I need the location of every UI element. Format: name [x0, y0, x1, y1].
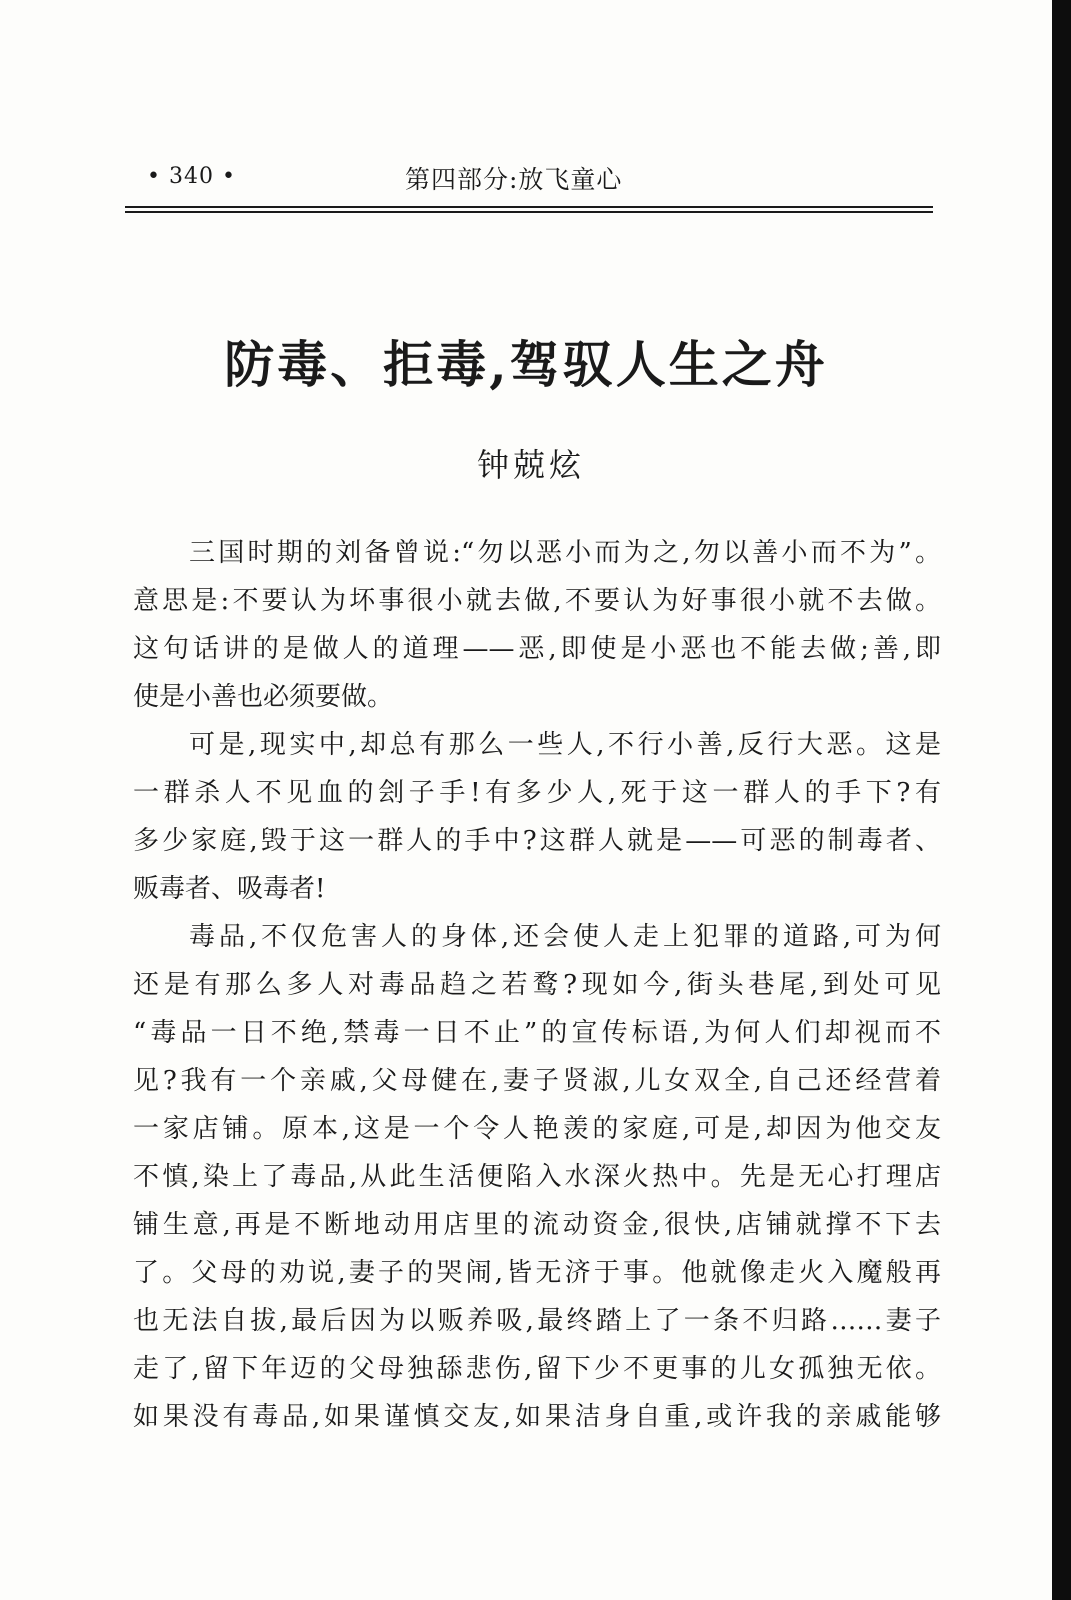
- page-number: • 340 •: [147, 164, 236, 189]
- article-title: 防毒、拒毒,驾驭人生之舟: [224, 335, 828, 394]
- running-head: [125, 158, 933, 202]
- text-line: 铺生意,再是不断地动用店里的流动资金,很快,店铺就撑不下去: [133, 1210, 941, 1240]
- text-line: 不慎,染上了毒品,从此生活便陷入水深火热中。先是无心打理店: [133, 1162, 941, 1192]
- article-body: [133, 529, 941, 1441]
- scan-border: [1052, 0, 1071, 1600]
- text-line: 还是有那么多人对毒品趋之若鹜?现如今,街头巷尾,到处可见: [133, 970, 941, 1000]
- section-title: 第四部分:放飞童心: [405, 165, 623, 194]
- text-line: 了。父母的劝说,妻子的哭闹,皆无济于事。他就像走火入魔般再: [133, 1258, 941, 1288]
- text-line: 使是小善也必须要做。: [133, 682, 394, 712]
- text-line: 意思是:不要认为坏事很小就去做,不要认为好事很小就不去做。: [133, 586, 941, 616]
- text-line: 三国时期的刘备曾说:“勿以恶小而为之,勿以善小而不为”。: [189, 538, 941, 568]
- text-line: 一家店铺。原本,这是一个令人艳羡的家庭,可是,却因为他交友: [133, 1114, 941, 1144]
- paragraph: [133, 721, 941, 913]
- text-line: 走了,留下年迈的父母独舔悲伤,留下少不更事的儿女孤独无依。: [133, 1354, 941, 1384]
- text-line: 可是,现实中,却总有那么一些人,不行小善,反行大恶。这是: [189, 730, 941, 760]
- text-line: 多少家庭,毁于这一群人的手中?这群人就是——可恶的制毒者、: [133, 826, 941, 856]
- paragraph: [133, 913, 941, 1441]
- header-rule-bottom: [125, 211, 933, 213]
- text-line: 毒品,不仅危害人的身体,还会使人走上犯罪的道路,可为何: [189, 922, 941, 952]
- author-name: 钟兢炫: [476, 446, 585, 484]
- text-line: 一群杀人不见血的刽子手!有多少人,死于这一群人的手下?有: [133, 778, 941, 808]
- text-line: 如果没有毒品,如果谨慎交友,如果洁身自重,或许我的亲戚能够: [133, 1402, 941, 1432]
- paragraph: [133, 529, 941, 721]
- text-line: 也无法自拔,最后因为以贩养吸,最终踏上了一条不归路……妻子: [133, 1306, 941, 1336]
- text-line: 贩毒者、吸毒者!: [133, 874, 326, 904]
- text-line: 这句话讲的是做人的道理——恶,即使是小恶也不能去做;善,即: [133, 634, 941, 664]
- header-rule-top: [125, 206, 933, 208]
- text-line: “毒品一日不绝,禁毒一日不止”的宣传标语,为何人们却视而不: [133, 1018, 941, 1048]
- text-line: 见?我有一个亲戚,父母健在,妻子贤淑,儿女双全,自己还经营着: [133, 1066, 941, 1096]
